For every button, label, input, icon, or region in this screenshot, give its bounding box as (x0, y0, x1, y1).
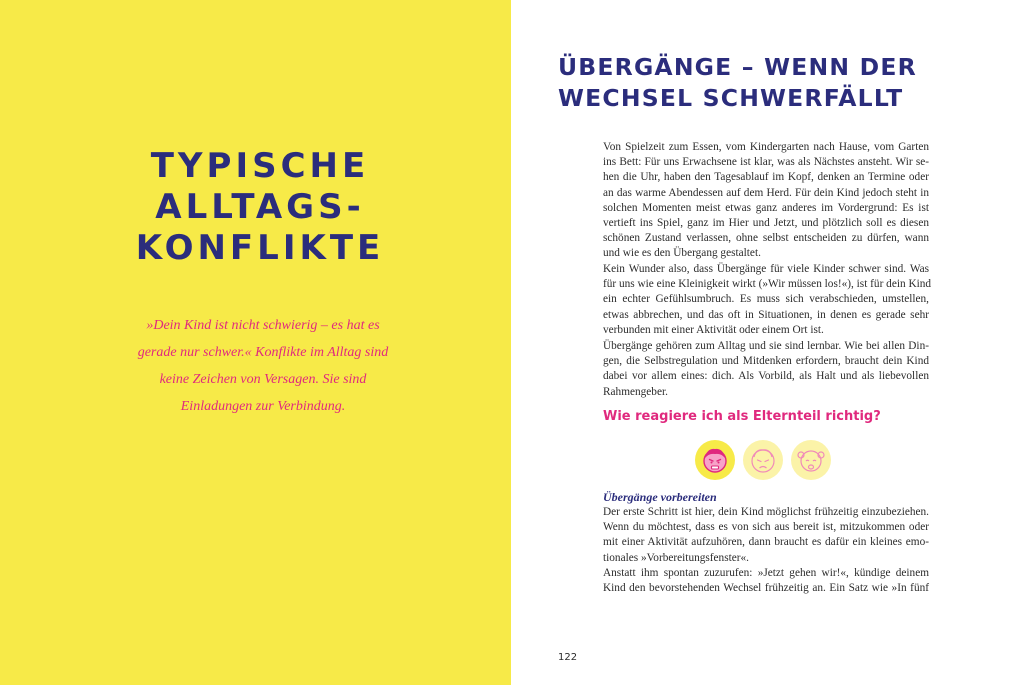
chapter-title (100, 146, 420, 269)
text-line: Übergänge gehören zum Alltag und sie sind lernbar. Wie bei allen Din- (603, 340, 929, 352)
text-line: tionales »Vorbereitungsfenster«. (603, 551, 749, 564)
text-line: Anstatt ihm spontan zuzurufen: »Jetzt gehen wir!«, kündige deinem (603, 567, 929, 579)
paragraph-4 (603, 505, 929, 566)
text-line: Kein Wunder also, dass Übergänge für viele Kinder schwer sind. Was (603, 263, 929, 275)
text-line: Rahmengeber. (603, 385, 668, 398)
text-line: ins Bett: Für uns Erwachsene ist klar, was als Nächstes ansteht. Wir se- (603, 156, 929, 169)
paragraph-1 (603, 140, 929, 262)
prepare-transitions-heading: Übergänge vorbereiten (603, 490, 717, 504)
text-line: mit einer Aktivität aufzuhören, dann braucht es dafür ein kleines emo- (603, 536, 929, 549)
text-line: Der erste Schritt ist hier, dein Kind möglichst frühzeitig einzubeziehen. (603, 506, 929, 518)
upset-face-icon (743, 440, 783, 480)
text-line: etwas abbrechen, und das oft in Situationen, in denen es gerade sehr (603, 308, 929, 321)
paragraph-3 (603, 339, 929, 400)
text-line: ein echter Gefühlsumbruch. Es muss sich verabschieden, umstellen, (603, 293, 929, 306)
quote-line: »Dein Kind ist nicht schwierig – es hat es (146, 318, 380, 333)
section-title-line: WECHSEL SCHWERFÄLLT (558, 84, 904, 112)
quote-line: gerade nur schwer.« Konflikte im Alltag sind (137, 345, 389, 360)
chapter-title-line: TYPISCHE (150, 146, 370, 186)
section-title (558, 52, 917, 114)
page-number: 122 (558, 652, 578, 663)
section-title-line: ÜBERGÄNGE – WENN DER (558, 53, 917, 81)
text-line: solchen Momenten meist etwas ganz anderes im Vordergrund: Es ist (603, 201, 929, 214)
text-line: schönen Zustand verlassen, ohne selbst entscheiden zu dürfen, wann (603, 232, 929, 245)
text-line: Von Spielzeit zum Essen, vom Kindergarten nach Hause, vom Garten (603, 141, 929, 153)
chapter-title-line: ALLTAGS- (155, 187, 365, 227)
text-line: Kind den bevorstehenden Wechsel frühzeitig an. Ein Satz wie »In fünf (603, 582, 929, 595)
quote-line: Einladungen zur Verbindung. (180, 399, 346, 414)
text-line: und wie es den Übergang gestaltet. (603, 247, 761, 260)
emotion-face-icons (695, 440, 831, 480)
intro-quote (118, 312, 408, 420)
text-line: vertieft ins Spiel, ganz im Hier und Jetzt, und plötzlich soll es diesen (603, 216, 929, 229)
chapter-title-line: KONFLIKTE (135, 228, 385, 268)
text-line: an das warme Abendessen auf dem Herd. Für dein Kind jedoch steht in (603, 186, 929, 199)
text-line: für uns wie eine Kleinigkeit wirkt (»Wir müssen los!«), ist für dein Kind (603, 278, 932, 291)
paragraph-2 (603, 262, 932, 338)
text-line: verbunden mit einer Aktivität oder einem Ort ist. (603, 323, 824, 336)
text-line: Wenn du möchtest, dass es von sich aus bereit ist, mitzukommen oder (603, 521, 929, 534)
right-page (511, 0, 1020, 685)
angry-face-icon (695, 440, 735, 480)
paragraph-5 (603, 566, 929, 596)
text-line: gen, die Selbstregulation und Mitdenken erfordern, braucht dein Kind (603, 355, 929, 368)
parent-reaction-subhead: Wie reagiere ich als Elternteil richtig? (603, 409, 881, 424)
quote-line: keine Zeichen von Versagen. Sie sind (159, 372, 367, 387)
crying-face-icon (791, 440, 831, 480)
text-line: dabei vor allem eines: dich. Als Vorbild, als Halt und als liebevollen (603, 370, 929, 383)
text-line: hen die Uhr, haben den Tagesablauf im Kopf, denken an Termine oder (603, 171, 929, 184)
